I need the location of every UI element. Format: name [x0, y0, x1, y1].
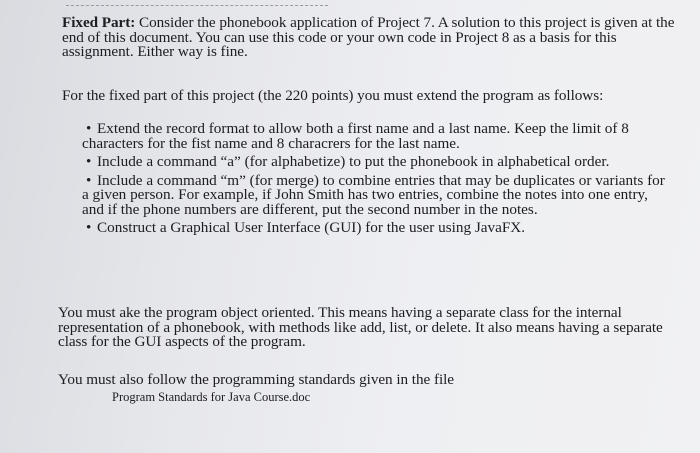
- list-item-text: Extend the record format to allow both a first name and a last name. Keep the limit of 8 characters for the fist name and 8 characrers for the last name.: [82, 120, 629, 152]
- list-item-text: Construct a Graphical User Interface (GUI) for the user using JavaFX.: [97, 219, 526, 236]
- standards-paragraph: You must also follow the programming standards given in the file: [58, 371, 454, 388]
- list-item: [82, 221, 672, 236]
- fixed-part-text: Consider the phonebook application of Project 7. A solution to this project is given at the end of this document. You can use this code or your own code in Project 8 as a basis for this assignment. Either way is fine.: [62, 14, 675, 60]
- divider: [66, 5, 328, 6]
- bullet-icon: •: [86, 120, 92, 137]
- bullet-icon: •: [86, 219, 92, 236]
- bullet-icon: •: [86, 153, 92, 170]
- list-item: [82, 171, 672, 218]
- fixed-part-heading: Fixed Part:: [62, 14, 136, 31]
- fixed-part-paragraph: [62, 16, 682, 60]
- list-item-text: Include a command “m” (for merge) to combine entries that may be duplicates or variants for a given person. For example, if John Smith has two entries, combine the notes into one entry, and if the phone numbers are different, put the second number in the notes.: [82, 171, 665, 218]
- object-oriented-paragraph: You must ake the program object oriented. This means having a separate class for the internal representation of a phonebook, with methods like add, list, or delete. It also means having a separate class for the GUI aspects of the program.: [58, 304, 663, 350]
- list-item: [82, 122, 672, 151]
- requirements-list: [82, 122, 672, 240]
- standards-file-name: Program Standards for Java Course.doc: [112, 390, 311, 404]
- list-item-text: Include a command “a” (for alphabetize) to put the phonebook in alphabetical order.: [97, 153, 610, 170]
- bullet-icon: •: [86, 171, 92, 189]
- intro-paragraph: For the fixed part of this project (the 220 points) you must extend the program as follows:: [62, 87, 604, 104]
- list-item: [82, 155, 672, 170]
